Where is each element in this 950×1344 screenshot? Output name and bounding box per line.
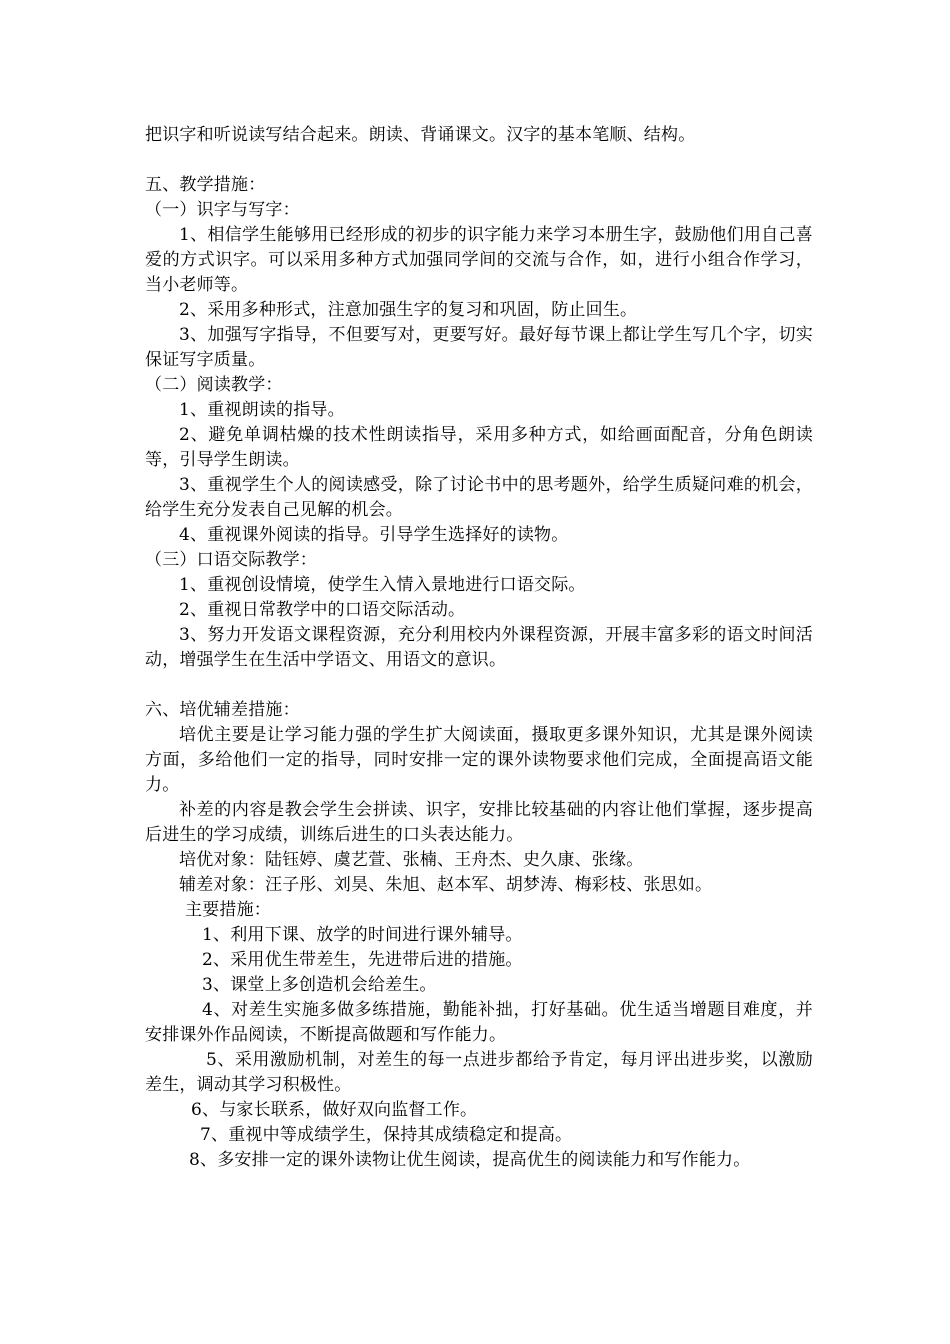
excellent-paragraph: 培优主要是让学习能力强的学生扩大阅读面，摄取更多课外知识，尤其是课外阅读方面，多给他们一定的指导，同时安排一定的课外读物要求他们完成，全面提高语文能力。: [145, 725, 813, 795]
sub3-item-2: 2、重视日常教学中的口语交际活动。: [179, 600, 466, 620]
measure-item-8: 8、多安排一定的课外读物让优生阅读，提高优生的阅读能力和写作能力。: [189, 1150, 751, 1170]
measure-item-5: 5、采用激励机制，对差生的每一点进步都给予肯定，每月评出进步奖，以激励差生，调动其学习积极性。: [145, 1050, 813, 1095]
measure-item-1: 1、利用下课、放学的时间进行课外辅导。: [202, 925, 523, 945]
sub1-item-3: 3、加强写字指导，不但要写对，更要写好。最好每节课上都让学生写几个字，切实保证写字质量。: [145, 325, 813, 370]
document-body: [145, 123, 813, 1173]
measures-heading: 主要措施：: [185, 900, 271, 920]
measure-item-2: 2、采用优生带差生，先进带后进的措施。: [202, 950, 523, 970]
measure-item-6: 6、与家长联系，做好双向监督工作。: [191, 1100, 478, 1120]
blank-line: [145, 148, 813, 173]
measure-item-4: 4、对差生实施多做多练措施，勤能补拙，打好基础。优生适当增题目难度，并安排课外作品阅读，不断提高做题和写作能力。: [145, 1000, 813, 1045]
excellent-targets: 培优对象：陆钰婷、虞艺萱、张楠、王舟杰、史久康、张缘。: [179, 850, 644, 870]
section-5-heading: 五、教学措施：: [145, 175, 266, 195]
support-targets: 辅差对象：汪子彤、刘昊、朱旭、赵本军、胡梦涛、梅彩枝、张思如。: [179, 875, 713, 895]
sub3-item-1: 1、重视创设情境，使学生入情入景地进行口语交际。: [179, 575, 586, 595]
blank-line: [145, 673, 813, 698]
subsection-3-heading: （三）口语交际教学：: [145, 550, 317, 570]
measure-item-7: 7、重视中等成绩学生，保持其成绩稳定和提高。: [200, 1125, 573, 1145]
sub1-item-2: 2、采用多种形式，注意加强生字的复习和巩固，防止回生。: [179, 300, 638, 320]
section-6-heading: 六、培优辅差措施：: [145, 700, 300, 720]
support-paragraph: 补差的内容是教会学生会拼读、识字，安排比较基础的内容让他们掌握，逐步提高后进生的学习成绩，训练后进生的口头表达能力。: [145, 800, 813, 845]
sub2-item-4: 4、重视课外阅读的指导。引导学生选择好的读物。: [179, 525, 569, 545]
sub1-item-1: 1、相信学生能够用已经形成的初步的识字能力来学习本册生字，鼓励他们用自己喜爱的方式识字。可以采用多种方式加强同学间的交流与合作，如，进行小组合作学习，当小老师等。: [145, 225, 813, 295]
intro-line: 把识字和听说读写结合起来。朗读、背诵课文。汉字的基本笔顺、结构。: [145, 125, 696, 145]
subsection-2-heading: （二）阅读教学：: [145, 375, 283, 395]
sub3-item-3: 3、努力开发语文课程资源，充分利用校内外课程资源，开展丰富多彩的语文时间活动，增强学生在生活中学语文、用语文的意识。: [145, 625, 813, 670]
sub2-item-3: 3、重视学生个人的阅读感受，除了讨论书中的思考题外，给学生质疑问难的机会，给学生充分发表自己见解的机会。: [145, 475, 813, 520]
measure-item-3: 3、课堂上多创造机会给差生。: [202, 975, 437, 995]
subsection-1-heading: （一）识字与写字：: [145, 200, 300, 220]
sub2-item-1: 1、重视朗读的指导。: [179, 400, 345, 420]
sub2-item-2: 2、避免单调枯燥的技术性朗读指导，采用多种方式，如给画面配音，分角色朗读等，引导学生朗读。: [145, 425, 813, 470]
